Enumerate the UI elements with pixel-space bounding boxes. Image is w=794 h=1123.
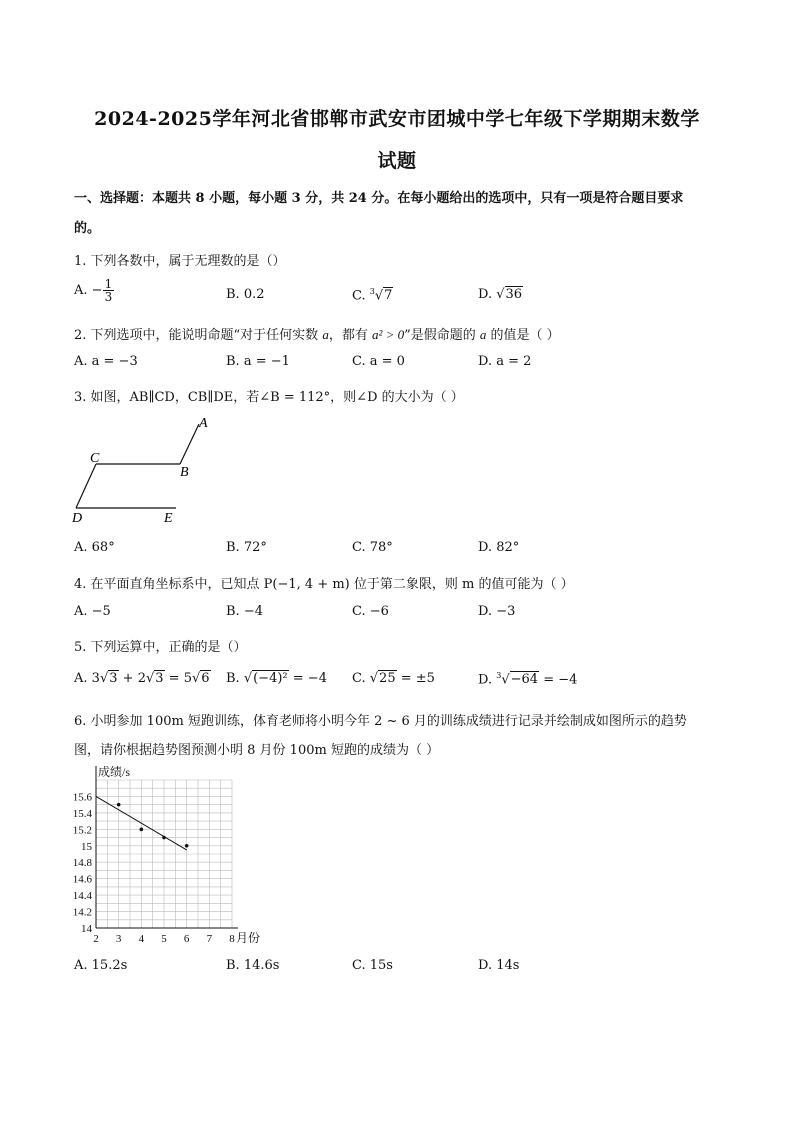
q1-option-c[interactable]: C. $^3$√7	[352, 287, 393, 304]
y-tick-label: 14.4	[72, 890, 92, 903]
label-b: B	[180, 465, 189, 480]
x-tick-label: 2	[93, 933, 99, 945]
q3-option-a[interactable]: A. 68°	[74, 540, 115, 555]
y-tick-label: 14.6	[72, 873, 92, 886]
x-tick-label: 5	[161, 933, 167, 945]
y-tick-label: 14.8	[72, 857, 92, 870]
label-d: D	[72, 511, 83, 526]
y-tick-label: 14.2	[72, 906, 92, 919]
q4-option-a[interactable]: A. −5	[74, 604, 111, 619]
data-point	[185, 844, 189, 848]
x-tick-label: 3	[115, 933, 122, 945]
q6-option-c[interactable]: C. 15s	[352, 958, 393, 973]
q4-option-c[interactable]: C. −6	[352, 604, 389, 619]
x-tick-label: 6	[183, 933, 190, 945]
label-a: A	[199, 416, 208, 431]
q3-option-d[interactable]: D. 82°	[478, 540, 520, 555]
question-2-stem: 2. 下列选项中，能说明命题“对于任何实数 a，都有 a² > 0”是假命题的 a 的值是（ ）	[74, 327, 560, 343]
q3-option-c[interactable]: C. 78°	[352, 540, 393, 555]
q2-option-c[interactable]: C. a = 0	[352, 354, 405, 369]
y-tick-label: 15.6	[72, 791, 92, 804]
q1-option-a[interactable]: A. − $\frac{1}{3}$	[74, 277, 113, 304]
y-tick-label: 15.4	[72, 807, 92, 820]
question-5-stem: 5. 下列运算中，正确的是（）	[74, 640, 247, 655]
q6-option-d[interactable]: D. 14s	[478, 958, 520, 973]
q1-option-b[interactable]: B. 0.2	[226, 287, 265, 302]
title-line2: 试题	[377, 150, 417, 172]
q5-option-c[interactable]: C. √25 = ±5	[352, 671, 435, 686]
y-axis-title: 成绩/s	[98, 765, 131, 779]
q1-option-d[interactable]: D. √36	[478, 287, 523, 302]
q2-option-b[interactable]: B. a = −1	[226, 354, 290, 369]
section-heading-cont: 的。	[74, 221, 101, 236]
q4-option-d[interactable]: D. −3	[478, 604, 516, 619]
q6-option-b[interactable]: B. 14.6s	[226, 958, 280, 973]
q5-option-d[interactable]: D. $^3$√−64 = −4	[478, 671, 578, 688]
question-4-stem: 4. 在平面直角坐标系中，已知点 P(−1, 4 + m) 位于第二象限，则 m 的值可能为（ ）	[74, 577, 574, 592]
y-tick-label: 15.2	[72, 824, 92, 837]
label-e: E	[164, 511, 173, 526]
parallel-lines-figure	[68, 410, 218, 530]
label-c: C	[90, 451, 100, 466]
segment-ab	[180, 424, 199, 464]
y-tick-label: 14	[81, 923, 92, 935]
data-point	[117, 803, 121, 807]
trend-chart	[60, 758, 290, 953]
y-tick-label: 15	[81, 840, 92, 853]
x-axis-title: 月份	[236, 931, 261, 945]
q2-option-a[interactable]: A. a = −3	[74, 354, 138, 369]
q5-option-a[interactable]: A. 3√3 + 2√3 = 5√6	[74, 671, 210, 686]
x-tick-label: 4	[138, 933, 145, 945]
q4-option-b[interactable]: B. −4	[226, 604, 263, 619]
question-3-stem: 3. 如图，AB∥CD，CB∥DE，若∠B = 112°，则∠D 的大小为（ ）	[74, 390, 464, 405]
x-tick-label: 8	[229, 933, 235, 945]
data-point	[162, 836, 166, 840]
question-6-stem-cont: 图，请你根据趋势图预测小明 8 月份 100m 短跑的成绩为（ ）	[74, 743, 440, 758]
q5-option-b[interactable]: B. √(−4)² = −4	[226, 671, 327, 686]
q3-option-b[interactable]: B. 72°	[226, 540, 267, 555]
data-point	[140, 828, 144, 832]
segment-cd	[76, 464, 96, 508]
question-1-stem: 1. 下列各数中，属于无理数的是（）	[74, 254, 286, 269]
section-heading: 一、选择题：本题共 8 小题，每小题 3 分，共 24 分。在每小题给出的选项中，只有一项是符合题目要求	[74, 191, 684, 206]
q2-option-d[interactable]: D. a = 2	[478, 354, 532, 369]
title-line1: 2024-2025学年河北省邯郸市武安市团城中学七年级下学期期末数学	[94, 108, 700, 130]
x-tick-label: 7	[206, 933, 213, 945]
question-6-stem: 6. 小明参加 100m 短跑训练，体育老师将小明今年 2 ~ 6 月的训练成绩进行记录并绘制成如图所示的趋势	[74, 714, 687, 729]
q6-option-a[interactable]: A. 15.2s	[74, 958, 128, 973]
